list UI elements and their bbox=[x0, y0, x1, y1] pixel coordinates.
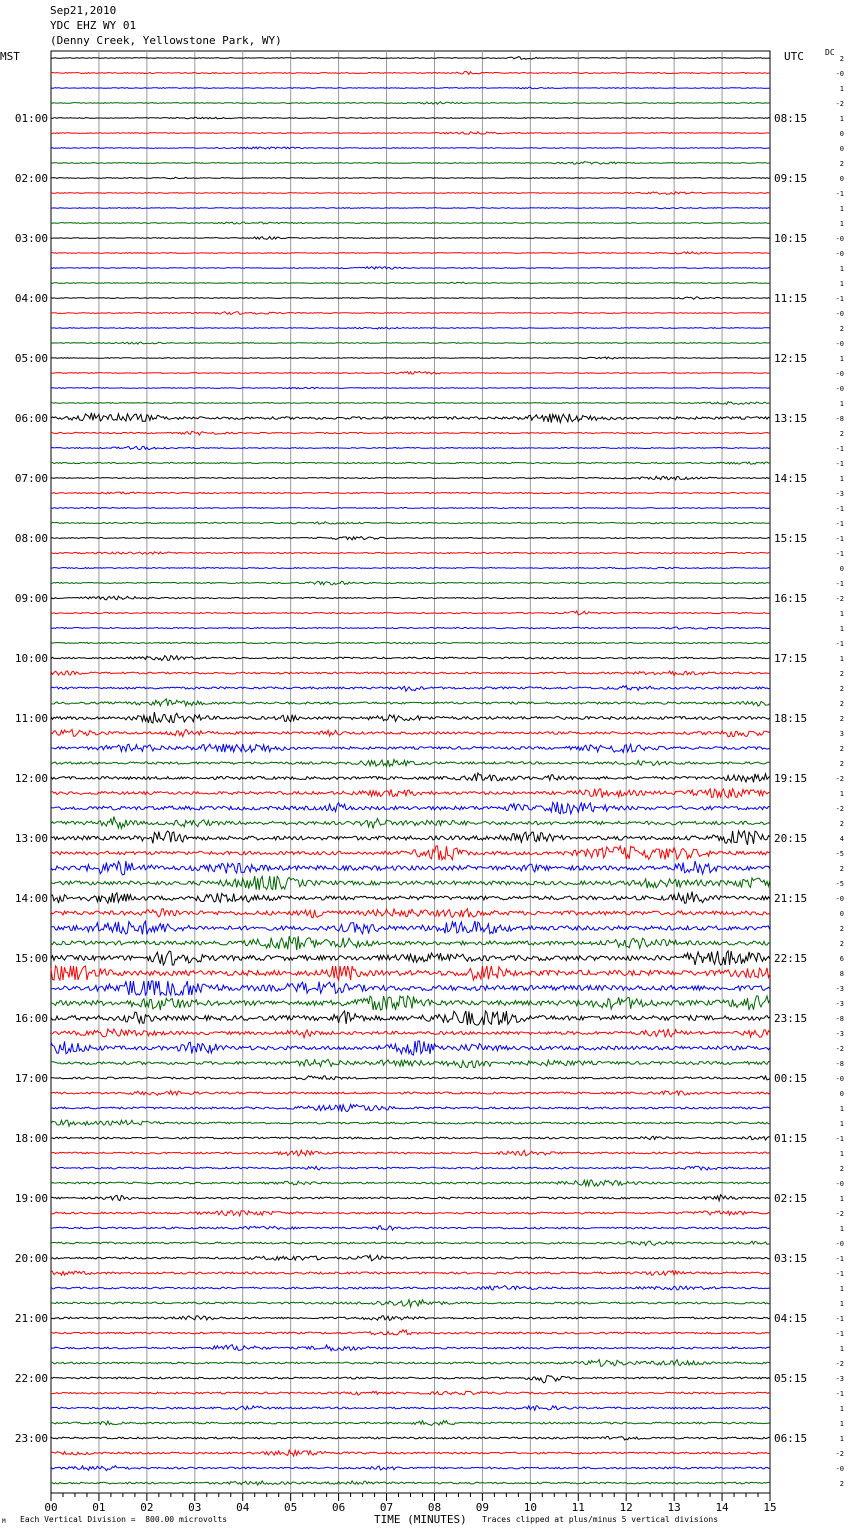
dc-offset-value: -0 bbox=[835, 340, 844, 348]
header-location: (Denny Creek, Yellowstone Park, WY) bbox=[50, 34, 282, 47]
dc-offset-value: 2 bbox=[839, 925, 844, 933]
seismic-trace bbox=[51, 1376, 770, 1383]
utc-hour-label: 21:15 bbox=[774, 892, 808, 905]
dc-column-label: DC bbox=[825, 48, 835, 57]
seismic-trace bbox=[51, 552, 770, 554]
seismic-trace bbox=[51, 627, 770, 629]
dc-offset-value: 1 bbox=[839, 1225, 844, 1233]
seismic-trace bbox=[51, 1270, 770, 1275]
utc-hour-label: 23:15 bbox=[774, 1012, 808, 1025]
header-station: YDC EHZ WY 01 bbox=[50, 19, 137, 32]
seismic-trace bbox=[51, 789, 770, 798]
seismic-trace bbox=[51, 342, 770, 344]
x-tick-label: 08 bbox=[427, 1501, 442, 1514]
dc-offset-value: 1 bbox=[839, 1435, 844, 1443]
utc-hour-label: 08:15 bbox=[774, 112, 808, 125]
mst-hour-label: 11:00 bbox=[14, 712, 48, 725]
utc-hour-label: 03:15 bbox=[774, 1252, 808, 1265]
dc-offset-value: 2 bbox=[839, 160, 844, 168]
dc-offset-value: 2 bbox=[839, 1165, 844, 1173]
dc-offset-value: -2 bbox=[835, 1450, 844, 1458]
mst-hour-label: 17:00 bbox=[14, 1072, 48, 1085]
corner-mark: M bbox=[2, 1518, 6, 1525]
seismic-trace bbox=[51, 936, 770, 950]
dc-offset-value: -2 bbox=[835, 1360, 844, 1368]
dc-offset-value: -3 bbox=[835, 1000, 844, 1008]
mst-hour-label: 07:00 bbox=[14, 472, 48, 485]
mst-hour-label: 05:00 bbox=[14, 352, 48, 365]
seismic-trace bbox=[51, 581, 770, 585]
seismic-trace bbox=[51, 921, 770, 935]
seismic-trace bbox=[51, 1104, 770, 1111]
seismic-trace bbox=[51, 162, 770, 165]
seismic-trace bbox=[51, 312, 770, 315]
seismic-trace bbox=[51, 1466, 770, 1471]
dc-offset-value: -1 bbox=[835, 295, 844, 303]
seismic-trace bbox=[51, 1391, 770, 1395]
seismic-trace bbox=[51, 996, 770, 1010]
dc-offset-value: -1 bbox=[835, 550, 844, 558]
seismic-trace bbox=[51, 1421, 770, 1426]
seismic-trace bbox=[51, 1286, 770, 1291]
seismic-trace bbox=[51, 909, 770, 918]
dc-offset-value: -1 bbox=[835, 190, 844, 198]
dc-offset-value: 3 bbox=[839, 730, 844, 738]
x-tick-label: 14 bbox=[715, 1501, 729, 1514]
seismic-trace bbox=[51, 1345, 770, 1351]
dc-offset-value: -1 bbox=[835, 1135, 844, 1143]
seismic-trace bbox=[51, 372, 770, 375]
seismic-trace bbox=[51, 462, 770, 464]
mst-hour-label: 04:00 bbox=[14, 292, 48, 305]
seismic-trace bbox=[51, 817, 770, 829]
dc-offset-value: 1 bbox=[839, 355, 844, 363]
dc-offset-value: 8 bbox=[839, 970, 844, 978]
dc-offset-value: -1 bbox=[835, 1330, 844, 1338]
utc-hour-label: 11:15 bbox=[774, 292, 808, 305]
seismic-trace bbox=[51, 237, 770, 240]
utc-hour-label: 13:15 bbox=[774, 412, 808, 425]
mst-hour-label: 02:00 bbox=[14, 172, 48, 185]
seismic-trace bbox=[51, 966, 770, 980]
seismic-trace bbox=[51, 1150, 770, 1156]
dc-offset-value: 1 bbox=[839, 1195, 844, 1203]
seismic-trace bbox=[51, 522, 770, 524]
dc-offset-value: -2 bbox=[835, 1045, 844, 1053]
dc-offset-value: -8 bbox=[835, 415, 844, 423]
dc-offset-value: -1 bbox=[835, 1255, 844, 1263]
seismic-trace bbox=[51, 611, 770, 615]
dc-offset-value: 1 bbox=[839, 400, 844, 408]
mst-hour-label: 15:00 bbox=[14, 952, 48, 965]
dc-offset-value: -1 bbox=[835, 460, 844, 468]
seismic-trace bbox=[51, 297, 770, 299]
seismic-trace bbox=[51, 1481, 770, 1485]
utc-hour-label: 12:15 bbox=[774, 352, 808, 365]
utc-hour-label: 20:15 bbox=[774, 832, 808, 845]
utc-hour-label: 14:15 bbox=[774, 472, 808, 485]
dc-offset-value: -2 bbox=[835, 805, 844, 813]
seismic-trace bbox=[51, 729, 770, 736]
seismic-trace bbox=[51, 802, 770, 814]
mst-hour-label: 13:00 bbox=[14, 832, 48, 845]
utc-hour-label: 02:15 bbox=[774, 1192, 808, 1205]
seismic-trace bbox=[51, 951, 770, 965]
dc-offset-value: 1 bbox=[839, 85, 844, 93]
left-timezone-label: MST bbox=[0, 50, 20, 63]
x-tick-label: 00 bbox=[44, 1501, 58, 1514]
mst-hour-label: 16:00 bbox=[14, 1012, 48, 1025]
seismic-trace bbox=[51, 71, 770, 74]
dc-offset-value: -1 bbox=[835, 445, 844, 453]
x-tick-label: 12 bbox=[619, 1501, 633, 1514]
seismic-trace bbox=[51, 413, 770, 423]
seismic-trace bbox=[51, 773, 770, 782]
seismic-trace bbox=[51, 1300, 770, 1307]
seismic-trace bbox=[51, 1450, 770, 1456]
seismic-trace bbox=[51, 87, 770, 89]
seismic-trace bbox=[51, 831, 770, 845]
x-tick-label: 04 bbox=[236, 1501, 250, 1514]
dc-offset-value: -5 bbox=[835, 850, 844, 858]
dc-offset-value: 4 bbox=[839, 835, 844, 843]
seismic-trace bbox=[51, 1195, 770, 1201]
dc-offset-value: 1 bbox=[839, 1405, 844, 1413]
x-tick-label: 09 bbox=[475, 1501, 490, 1514]
dc-offset-value: 1 bbox=[839, 655, 844, 663]
seismic-trace bbox=[51, 102, 770, 104]
seismic-trace bbox=[51, 446, 770, 449]
seismic-trace bbox=[51, 147, 770, 149]
seismic-trace bbox=[51, 282, 770, 284]
seismic-trace bbox=[51, 1166, 770, 1170]
x-tick-label: 06 bbox=[331, 1501, 346, 1514]
seismic-trace bbox=[51, 1059, 770, 1067]
dc-offset-value: 1 bbox=[839, 1285, 844, 1293]
x-tick-label: 03 bbox=[188, 1501, 202, 1514]
seismic-trace bbox=[51, 192, 770, 195]
x-tick-label: 02 bbox=[140, 1501, 154, 1514]
seismic-trace bbox=[51, 1255, 770, 1261]
dc-offset-value: -1 bbox=[835, 640, 844, 648]
seismic-trace bbox=[51, 492, 770, 494]
dc-offset-value: 2 bbox=[839, 685, 844, 693]
seismic-trace bbox=[51, 1076, 770, 1080]
mst-hour-label: 03:00 bbox=[14, 232, 48, 245]
dc-offset-value: 1 bbox=[839, 1105, 844, 1113]
x-tick-label: 07 bbox=[379, 1501, 394, 1514]
mst-hour-label: 01:00 bbox=[14, 112, 48, 125]
dc-offset-value: 6 bbox=[839, 955, 844, 963]
utc-hour-label: 15:15 bbox=[774, 532, 808, 545]
dc-offset-value: 1 bbox=[839, 1120, 844, 1128]
x-tick-label: 01 bbox=[92, 1501, 106, 1514]
dc-offset-value: 0 bbox=[839, 1090, 844, 1098]
dc-offset-value: -8 bbox=[835, 1060, 844, 1068]
dc-offset-value: 2 bbox=[839, 715, 844, 723]
dc-offset-value: 1 bbox=[839, 1300, 844, 1308]
seismic-trace bbox=[51, 861, 770, 875]
dc-offset-value: 0 bbox=[839, 910, 844, 918]
dc-offset-value: -5 bbox=[835, 880, 844, 888]
dc-offset-value: 2 bbox=[839, 700, 844, 708]
seismic-trace bbox=[51, 327, 770, 329]
dc-offset-value: 1 bbox=[839, 1345, 844, 1353]
dc-offset-value: -0 bbox=[835, 370, 844, 378]
mst-hour-label: 23:00 bbox=[14, 1432, 48, 1445]
seismic-trace bbox=[51, 1330, 770, 1335]
seismic-trace bbox=[51, 1360, 770, 1367]
dc-offset-value: 2 bbox=[839, 325, 844, 333]
mst-hour-label: 09:00 bbox=[14, 592, 48, 605]
mst-hour-label: 10:00 bbox=[14, 652, 48, 665]
vertical-division-note: Each Vertical Division = 800.00 microvolts bbox=[20, 1515, 228, 1524]
seismic-trace bbox=[51, 876, 770, 890]
mst-hour-label: 06:00 bbox=[14, 412, 48, 425]
right-timezone-label: UTC bbox=[784, 50, 804, 63]
dc-offset-value: -0 bbox=[835, 1075, 844, 1083]
x-tick-label: 05 bbox=[284, 1501, 298, 1514]
dc-offset-value: -1 bbox=[835, 535, 844, 543]
seismic-trace bbox=[51, 117, 770, 119]
seismic-trace bbox=[51, 671, 770, 676]
seismic-trace bbox=[51, 222, 770, 224]
utc-hour-label: 06:15 bbox=[774, 1432, 808, 1445]
dc-offset-value: -1 bbox=[835, 1390, 844, 1398]
seismic-trace bbox=[51, 1136, 770, 1140]
seismic-trace bbox=[51, 1091, 770, 1096]
dc-offset-value: -0 bbox=[835, 250, 844, 258]
dc-offset-value: -2 bbox=[835, 100, 844, 108]
dc-offset-value: 1 bbox=[839, 475, 844, 483]
x-tick-label: 10 bbox=[523, 1501, 537, 1514]
dc-offset-value: -2 bbox=[835, 775, 844, 783]
dc-offset-value: -0 bbox=[835, 1180, 844, 1188]
seismic-trace bbox=[51, 1437, 770, 1441]
dc-offset-value: 2 bbox=[839, 670, 844, 678]
dc-offset-value: 2 bbox=[839, 430, 844, 438]
seismic-trace bbox=[51, 567, 770, 569]
seismic-trace bbox=[51, 57, 770, 60]
utc-hour-label: 17:15 bbox=[774, 652, 808, 665]
dc-offset-value: 1 bbox=[839, 1420, 844, 1428]
utc-hour-label: 18:15 bbox=[774, 712, 808, 725]
seismic-trace bbox=[51, 656, 770, 661]
seismic-trace bbox=[51, 431, 770, 435]
seismic-trace bbox=[51, 1316, 770, 1321]
dc-offset-value: -3 bbox=[835, 1375, 844, 1383]
dc-offset-value: 1 bbox=[839, 1150, 844, 1158]
x-tick-label: 13 bbox=[667, 1501, 681, 1514]
dc-offset-value: 0 bbox=[839, 565, 844, 573]
seismic-trace bbox=[51, 744, 770, 752]
utc-hour-label: 09:15 bbox=[774, 172, 808, 185]
utc-hour-label: 04:15 bbox=[774, 1312, 808, 1325]
utc-hour-label: 10:15 bbox=[774, 232, 808, 245]
dc-offset-value: -0 bbox=[835, 1240, 844, 1248]
dc-offset-value: -0 bbox=[835, 1465, 844, 1473]
dc-offset-value: 2 bbox=[839, 55, 844, 63]
seismic-trace bbox=[51, 1011, 770, 1025]
dc-offset-value: -1 bbox=[835, 1270, 844, 1278]
dc-offset-value: -2 bbox=[835, 595, 844, 603]
dc-offset-value: 2 bbox=[839, 1480, 844, 1488]
dc-offset-value: -0 bbox=[835, 895, 844, 903]
seismic-trace bbox=[51, 642, 770, 644]
dc-offset-value: 1 bbox=[839, 220, 844, 228]
seismic-trace bbox=[51, 507, 770, 508]
seismic-trace bbox=[51, 267, 770, 270]
mst-hour-label: 21:00 bbox=[14, 1312, 48, 1325]
dc-offset-value: -1 bbox=[835, 580, 844, 588]
seismic-trace bbox=[51, 699, 770, 706]
seismic-trace bbox=[51, 537, 770, 540]
seismic-trace bbox=[51, 177, 770, 179]
seismic-trace bbox=[51, 1120, 770, 1126]
seismic-trace bbox=[51, 402, 770, 405]
utc-hour-label: 19:15 bbox=[774, 772, 808, 785]
dc-offset-value: 0 bbox=[839, 175, 844, 183]
dc-offset-value: -0 bbox=[835, 310, 844, 318]
dc-offset-value: -3 bbox=[835, 1030, 844, 1038]
dc-offset-value: 1 bbox=[839, 265, 844, 273]
seismic-trace bbox=[51, 132, 770, 134]
dc-offset-value: 0 bbox=[839, 130, 844, 138]
dc-offset-value: 1 bbox=[839, 625, 844, 633]
dc-offset-value: 1 bbox=[839, 790, 844, 798]
dc-offset-value: 1 bbox=[839, 610, 844, 618]
seismic-trace bbox=[51, 1041, 770, 1055]
seismic-trace bbox=[51, 476, 770, 479]
mst-hour-label: 18:00 bbox=[14, 1132, 48, 1145]
dc-offset-value: -0 bbox=[835, 70, 844, 78]
seismic-trace bbox=[51, 387, 770, 389]
dc-offset-value: 2 bbox=[839, 745, 844, 753]
seismic-trace bbox=[51, 846, 770, 860]
seismic-trace bbox=[51, 357, 770, 359]
dc-offset-value: 2 bbox=[839, 940, 844, 948]
dc-offset-value: -1 bbox=[835, 520, 844, 528]
utc-hour-label: 01:15 bbox=[774, 1132, 808, 1145]
seismic-trace bbox=[51, 1226, 770, 1230]
utc-hour-label: 16:15 bbox=[774, 592, 808, 605]
dc-offset-value: -1 bbox=[835, 505, 844, 513]
dc-offset-value: -0 bbox=[835, 235, 844, 243]
dc-offset-value: -8 bbox=[835, 1015, 844, 1023]
seismic-trace bbox=[51, 1241, 770, 1245]
seismic-trace bbox=[51, 596, 770, 600]
x-axis-label: TIME (MINUTES) bbox=[374, 1513, 467, 1526]
seismic-trace bbox=[51, 252, 770, 254]
mst-hour-label: 14:00 bbox=[14, 892, 48, 905]
mst-hour-label: 22:00 bbox=[14, 1372, 48, 1385]
dc-offset-value: -3 bbox=[835, 490, 844, 498]
x-tick-label: 11 bbox=[571, 1501, 585, 1514]
dc-offset-value: -2 bbox=[835, 1210, 844, 1218]
seismic-trace bbox=[51, 760, 770, 767]
utc-hour-label: 05:15 bbox=[774, 1372, 808, 1385]
clip-note: Traces clipped at plus/minus 5 vertical divisions bbox=[482, 1515, 719, 1524]
dc-offset-value: 1 bbox=[839, 205, 844, 213]
dc-offset-value: 1 bbox=[839, 115, 844, 123]
seismic-trace bbox=[51, 1029, 770, 1038]
seismic-trace bbox=[51, 686, 770, 692]
mst-hour-label: 12:00 bbox=[14, 772, 48, 785]
seismic-trace bbox=[51, 712, 770, 723]
seismic-trace bbox=[51, 981, 770, 995]
dc-offset-value: -1 bbox=[835, 1315, 844, 1323]
dc-offset-value: -3 bbox=[835, 985, 844, 993]
mst-hour-label: 08:00 bbox=[14, 532, 48, 545]
utc-hour-label: 22:15 bbox=[774, 952, 808, 965]
dc-offset-value: -0 bbox=[835, 385, 844, 393]
dc-offset-value: 2 bbox=[839, 760, 844, 768]
seismic-trace bbox=[51, 892, 770, 904]
seismic-trace bbox=[51, 1406, 770, 1411]
x-tick-label: 15 bbox=[763, 1501, 777, 1514]
utc-hour-label: 00:15 bbox=[774, 1072, 808, 1085]
seismic-trace bbox=[51, 208, 770, 209]
dc-offset-value: 2 bbox=[839, 820, 844, 828]
mst-hour-label: 20:00 bbox=[14, 1252, 48, 1265]
dc-offset-value: 2 bbox=[839, 865, 844, 873]
dc-offset-value: 1 bbox=[839, 280, 844, 288]
header-date: Sep21,2010 bbox=[50, 4, 117, 17]
seismic-trace bbox=[51, 1180, 770, 1186]
seismic-trace bbox=[51, 1211, 770, 1216]
dc-offset-value: 0 bbox=[839, 145, 844, 153]
mst-hour-label: 19:00 bbox=[14, 1192, 48, 1205]
